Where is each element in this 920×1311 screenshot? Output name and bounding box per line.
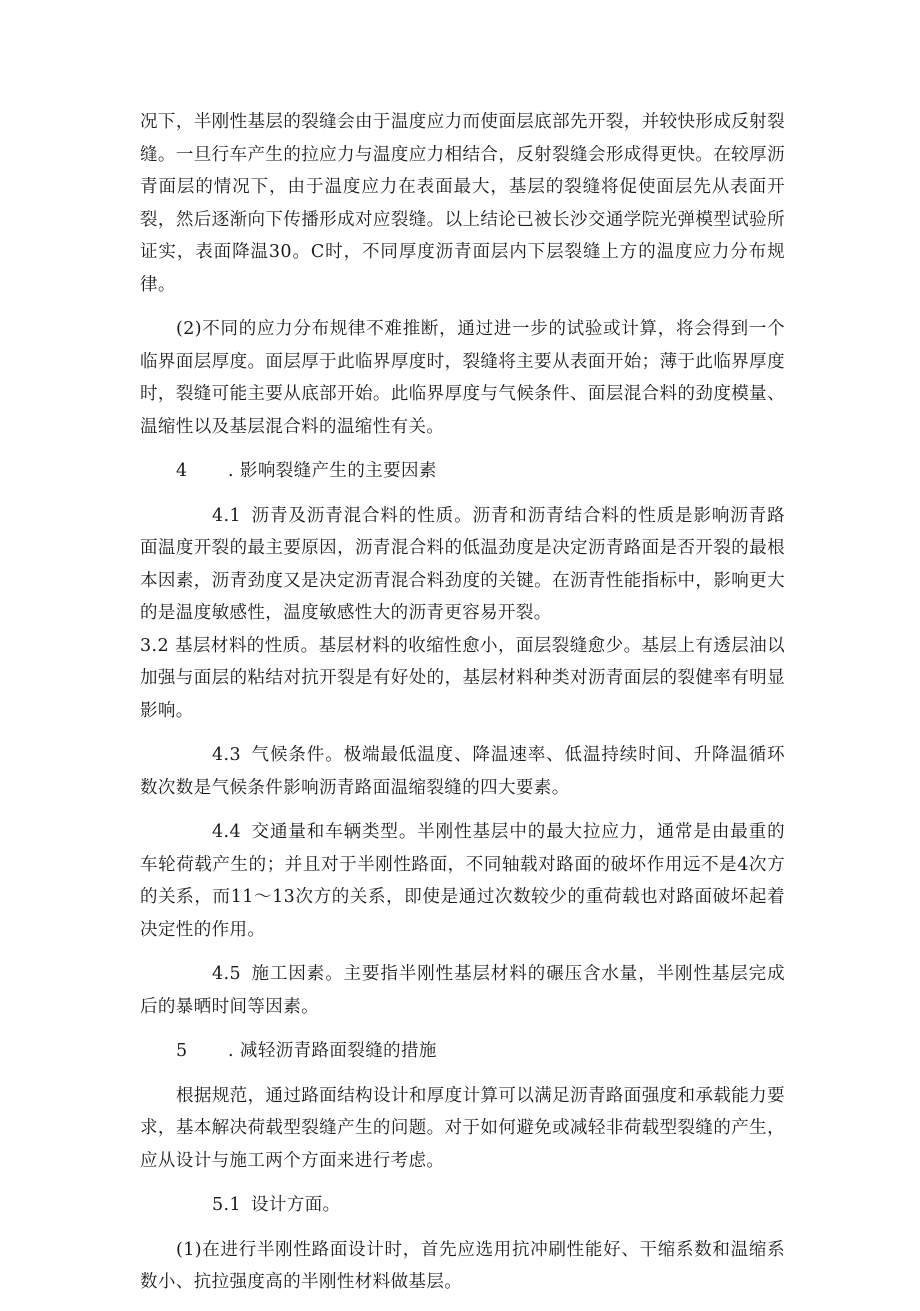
- subsection-text: 交通量和车辆类型。半刚性基层中的最大拉应力，通常是由最重的车轮荷载产生的；并且对于半刚性路面，不同轴载对路面的破坏作用远不是4次方的关系，而11～13次方的关系，即使是通过次数较少的重荷载也对路面破坏起着决定性的作用。: [140, 822, 785, 940]
- paragraph-4-4: [140, 816, 785, 946]
- paragraph-5-1: [140, 1189, 785, 1222]
- subsection-number: 4.1: [212, 505, 242, 526]
- paragraph-5-1-item-1: (1)在进行半刚性路面设计时，首先应选用抗冲刷性能好、干缩系数和温缩系数小、抗拉强度高的半刚性材料做基层。: [140, 1239, 785, 1292]
- subsection-number: 4.3: [212, 745, 242, 765]
- section-number: 5: [176, 1041, 188, 1061]
- section-title: . 减轻沥青路面裂缝的措施: [228, 1041, 437, 1061]
- section-number: 4: [176, 461, 188, 481]
- section-title: . 影响裂缝产生的主要因素: [228, 461, 437, 481]
- subsection-number: 5.1: [212, 1195, 242, 1215]
- subsection-text: 沥青及沥青混合料的性质。沥青和沥青结合料的性质是影响沥青路面温度开裂的最主要原因，沥青混合料的低温劲度是决定沥青路面是否开裂的最根本因素，沥青劲度又是决定沥青混合料劲度的关键。在沥青性能指标中，影响更大的是温度敏感性，温度敏感性大的沥青更容易开裂。: [140, 505, 785, 623]
- subsection-number: 4.4: [212, 822, 242, 842]
- subsection-text: 设计方面。: [251, 1195, 341, 1215]
- paragraph-continuation: 况下，半刚性基层的裂缝会由于温度应力而使面层底部先开裂，并较快形成反射裂缝。一旦行车产生的拉应力与温度应力相结合，反射裂缝会形成得更快。在较厚沥青面层的情况下，由于温度应力在表面最大，基层的裂缝将促使面层先从表面开裂，然后逐渐向下传播形成对应裂缝。以上结论已被长沙交通学院光弹模型试验所证实，表面降温30。C时，不同厚度沥青面层内下层裂缝上方的温度应力分布规律。: [140, 112, 785, 295]
- subsection-text: 施工因素。主要指半刚性基层材料的碾压含水量，半刚性基层完成后的暴晒时间等因素。: [140, 964, 785, 1017]
- subsection-number: 4.5: [212, 964, 242, 984]
- paragraph-3-2: 3.2 基层材料的性质。基层材料的收缩性愈小，面层裂缝愈少。基层上有透层油以加强与面层的粘结对抗开裂是有好处的，基层材料种类对沥青面层的裂健率有明显影响。: [140, 635, 785, 721]
- paragraph-4-1: [140, 500, 785, 630]
- section-heading-5: [140, 1035, 785, 1068]
- paragraph-4-5: [140, 958, 785, 1023]
- document-page: [140, 106, 785, 1311]
- paragraph-stress-distribution: (2)不同的应力分布规律不难推断，通过进一步的试验或计算，将会得到一个临界面层厚度。面层厚于此临界厚度时，裂缝将主要从表面开始；薄于此临界厚度时，裂缝可能主要从底部开始。此临界厚度与气候条件、面层混合料的劲度模量、温缩性以及基层混合料的温缩性有关。: [140, 319, 785, 437]
- section-heading-4: [140, 455, 785, 488]
- paragraph-4-3: [140, 739, 785, 804]
- subsection-text: 气候条件。极端最低温度、降温速率、低温持续时间、升降温循环数次数是气候条件影响沥青路面温缩裂缝的四大要素。: [140, 745, 785, 798]
- paragraph-section-5-intro: 根据规范，通过路面结构设计和厚度计算可以满足沥青路面强度和承载能力要求，基本解决荷载型裂缝产生的问题。对于如何避免或减轻非荷载型裂缝的产生，应从设计与施工两个方面来进行考虑。: [140, 1085, 785, 1171]
